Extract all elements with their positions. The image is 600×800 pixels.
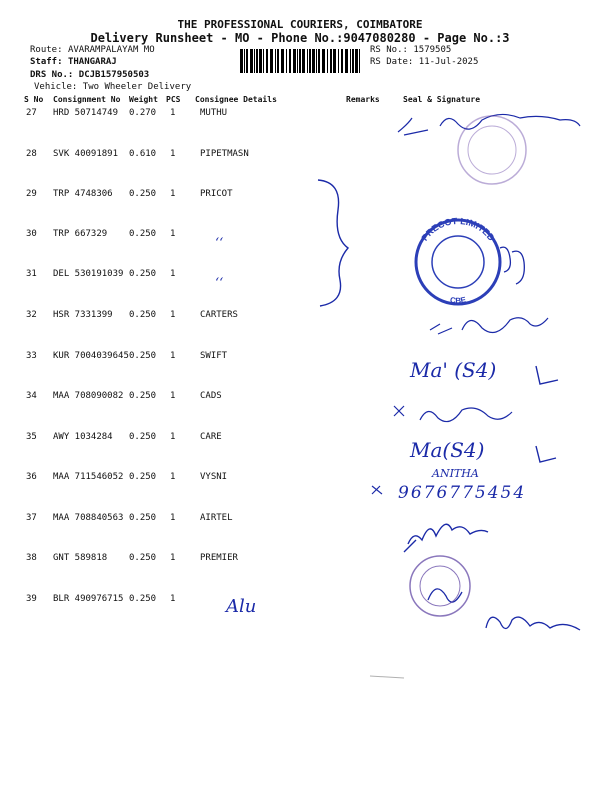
rs-no-value: 1579505 bbox=[413, 45, 452, 55]
row-weight: 0.270 bbox=[129, 108, 157, 118]
route-line bbox=[30, 45, 155, 55]
row-weight: 0.610 bbox=[129, 149, 157, 159]
row-sno: 34 bbox=[26, 391, 37, 401]
barcode-bar bbox=[316, 49, 317, 73]
rs-no-label: RS No.: bbox=[370, 45, 408, 55]
vehicle-value: Two Wheeler Delivery bbox=[82, 82, 192, 92]
handwritten-name: ANITHA bbox=[432, 467, 479, 480]
barcode-bar bbox=[355, 49, 358, 73]
row-sno: 31 bbox=[26, 269, 37, 279]
staff-value: THANGARAJ bbox=[67, 57, 117, 67]
barcode-bar bbox=[350, 49, 351, 73]
barcode-bar bbox=[244, 49, 245, 73]
barcode-bar bbox=[352, 49, 354, 73]
barcode-bar bbox=[259, 49, 262, 73]
barcode-bar bbox=[240, 49, 243, 73]
col-seal: Seal & Signature bbox=[403, 95, 481, 104]
row-pcs: 1 bbox=[170, 391, 176, 401]
row-consignment: DEL 530191039 bbox=[53, 269, 124, 279]
barcode-bar bbox=[338, 49, 339, 73]
company-title: THE PROFESSIONAL COURIERS, COIMBATORE bbox=[177, 18, 423, 31]
stamp-top-text: PRECOT LIMITED bbox=[419, 215, 497, 243]
row-pcs: 1 bbox=[170, 229, 176, 239]
table-row bbox=[0, 432, 600, 472]
col-remarks: Remarks bbox=[346, 95, 380, 104]
row-sno: 29 bbox=[26, 189, 37, 199]
barcode bbox=[240, 49, 364, 73]
row-consignment: TRP 4748306 bbox=[53, 189, 113, 199]
table-row bbox=[0, 513, 600, 553]
row-weight: 0.250 bbox=[129, 189, 157, 199]
barcode-bar bbox=[341, 49, 343, 73]
row-consignee: SWIFT bbox=[200, 351, 228, 361]
row-consignee: VYSNI bbox=[200, 472, 228, 482]
table-row bbox=[0, 108, 600, 148]
row-consignment: MAA 708840563 bbox=[53, 513, 124, 523]
table-row bbox=[0, 229, 600, 269]
barcode-bar bbox=[277, 49, 279, 73]
table-row bbox=[0, 594, 600, 634]
row-weight: 0.250 bbox=[129, 553, 157, 563]
row-pcs: 1 bbox=[170, 310, 176, 320]
barcode-bar bbox=[318, 49, 320, 73]
row-consignment: GNT 589818 bbox=[53, 553, 108, 563]
table-row bbox=[0, 553, 600, 593]
barcode-bar bbox=[281, 49, 284, 73]
row-sno: 35 bbox=[26, 432, 37, 442]
barcode-bar bbox=[312, 49, 315, 73]
vehicle-label: Vehicle: bbox=[34, 82, 78, 92]
row-sno: 38 bbox=[26, 553, 37, 563]
col-consignee: Consignee Details bbox=[195, 95, 277, 104]
row-pcs: 1 bbox=[170, 149, 176, 159]
barcode-bar bbox=[327, 49, 328, 73]
row-consignee: PREMIER bbox=[200, 553, 238, 563]
row-pcs: 1 bbox=[170, 432, 176, 442]
table-row bbox=[0, 189, 600, 229]
table-row bbox=[0, 391, 600, 431]
table-row bbox=[0, 351, 600, 391]
barcode-bar bbox=[289, 49, 291, 73]
barcode-bar bbox=[345, 49, 348, 73]
stamp-bottom-text: CBE bbox=[449, 295, 467, 306]
row-consignment: MAA 708090082 bbox=[53, 391, 124, 401]
row-consignee: CARTERS bbox=[200, 310, 238, 320]
drs-value: DCJB157950503 bbox=[78, 70, 150, 80]
table-row bbox=[0, 149, 600, 189]
barcode-bar bbox=[263, 49, 264, 73]
row-pcs: 1 bbox=[170, 189, 176, 199]
row-pcs: 1 bbox=[170, 472, 176, 482]
row-consignment: HSR 7331399 bbox=[53, 310, 113, 320]
handwritten-phone: 9676775454 bbox=[398, 483, 527, 503]
barcode-bar bbox=[254, 49, 255, 73]
row-consignee: AIRTEL bbox=[200, 513, 233, 523]
row-sno: 39 bbox=[26, 594, 37, 604]
row-sno: 28 bbox=[26, 149, 37, 159]
rs-date-label: RS Date: bbox=[370, 57, 414, 67]
barcode-bar bbox=[256, 49, 258, 73]
vehicle-line bbox=[34, 82, 191, 92]
row-consignee: CADS bbox=[200, 391, 222, 401]
route-label: Route: bbox=[30, 45, 63, 55]
table-row bbox=[0, 269, 600, 309]
row-weight: 0.250 bbox=[129, 310, 157, 320]
row-consignment: HRD 50714749 bbox=[53, 108, 119, 118]
row-weight: 0.250 bbox=[129, 391, 157, 401]
barcode-bar bbox=[322, 49, 325, 73]
barcode-bar bbox=[270, 49, 273, 73]
row-weight: 0.250 bbox=[129, 229, 157, 239]
row-sno: 37 bbox=[26, 513, 37, 523]
rs-no-line bbox=[370, 45, 451, 55]
row-weight: 0.250 bbox=[129, 432, 157, 442]
row-consignee: PRICOT bbox=[200, 189, 233, 199]
row-weight: 0.250 bbox=[129, 351, 157, 361]
row-pcs: 1 bbox=[170, 108, 176, 118]
row-pcs: 1 bbox=[170, 351, 176, 361]
ditto-mark: ʻʻ bbox=[215, 276, 224, 291]
barcode-bar bbox=[302, 49, 305, 73]
staff-label: Staff: bbox=[30, 57, 63, 67]
barcode-bar bbox=[246, 49, 248, 73]
row-pcs: 1 bbox=[170, 269, 176, 279]
ditto-mark: ʻʻ bbox=[215, 236, 224, 251]
barcode-bar bbox=[330, 49, 332, 73]
row-consignment: SVK 40091891 bbox=[53, 149, 119, 159]
row-consignee: CARE bbox=[200, 432, 222, 442]
barcode-bar bbox=[250, 49, 253, 73]
row-sno: 36 bbox=[26, 472, 37, 482]
col-pcs: PCS bbox=[166, 95, 181, 104]
barcode-bar bbox=[309, 49, 311, 73]
row-sno: 30 bbox=[26, 229, 37, 239]
staff-line bbox=[30, 57, 117, 67]
row-weight: 0.250 bbox=[129, 513, 157, 523]
barcode-bar bbox=[359, 49, 360, 73]
drs-label: DRS No.: bbox=[30, 70, 74, 80]
col-consignment: Consignment No bbox=[53, 95, 121, 104]
barcode-bar bbox=[333, 49, 336, 73]
handwritten-note: Ma(S4) bbox=[410, 438, 485, 462]
handwritten-note: Alu bbox=[226, 596, 257, 617]
table-row bbox=[0, 310, 600, 350]
row-consignment: BLR 490976715 bbox=[53, 594, 124, 604]
handwritten-note: Ma' (S4) bbox=[410, 358, 497, 382]
row-pcs: 1 bbox=[170, 553, 176, 563]
runsheet-subtitle: Delivery Runsheet - MO - Phone No.:9047080280 - Page No.:3 bbox=[90, 31, 510, 45]
row-consignment: AWY 1034284 bbox=[53, 432, 113, 442]
barcode-bar bbox=[275, 49, 276, 73]
drs-line bbox=[30, 70, 149, 80]
row-sno: 33 bbox=[26, 351, 37, 361]
barcode-bar bbox=[266, 49, 268, 73]
rs-date-value: 11-Jul-2025 bbox=[418, 57, 479, 67]
col-weight: Weight bbox=[129, 95, 158, 104]
barcode-bar bbox=[307, 49, 308, 73]
barcode-bar bbox=[299, 49, 301, 73]
route-value: AVARAMPALAYAM MO bbox=[67, 45, 155, 55]
row-consignment: KUR 7004039645 bbox=[53, 351, 129, 361]
barcode-bar bbox=[297, 49, 298, 73]
row-pcs: 1 bbox=[170, 513, 176, 523]
col-sno: S No bbox=[24, 95, 44, 104]
rs-date-line bbox=[370, 57, 478, 67]
row-pcs: 1 bbox=[170, 594, 176, 604]
row-consignment: TRP 667329 bbox=[53, 229, 108, 239]
row-consignee: MUTHU bbox=[200, 108, 228, 118]
row-weight: 0.250 bbox=[129, 594, 157, 604]
row-weight: 0.250 bbox=[129, 269, 157, 279]
faint-line bbox=[370, 676, 404, 678]
row-consignment: MAA 711546052 bbox=[53, 472, 124, 482]
row-sno: 27 bbox=[26, 108, 37, 118]
row-sno: 32 bbox=[26, 310, 37, 320]
barcode-bar bbox=[286, 49, 287, 73]
barcode-bar bbox=[293, 49, 296, 73]
row-weight: 0.250 bbox=[129, 472, 157, 482]
row-consignee: PIPETMASN bbox=[200, 149, 249, 159]
